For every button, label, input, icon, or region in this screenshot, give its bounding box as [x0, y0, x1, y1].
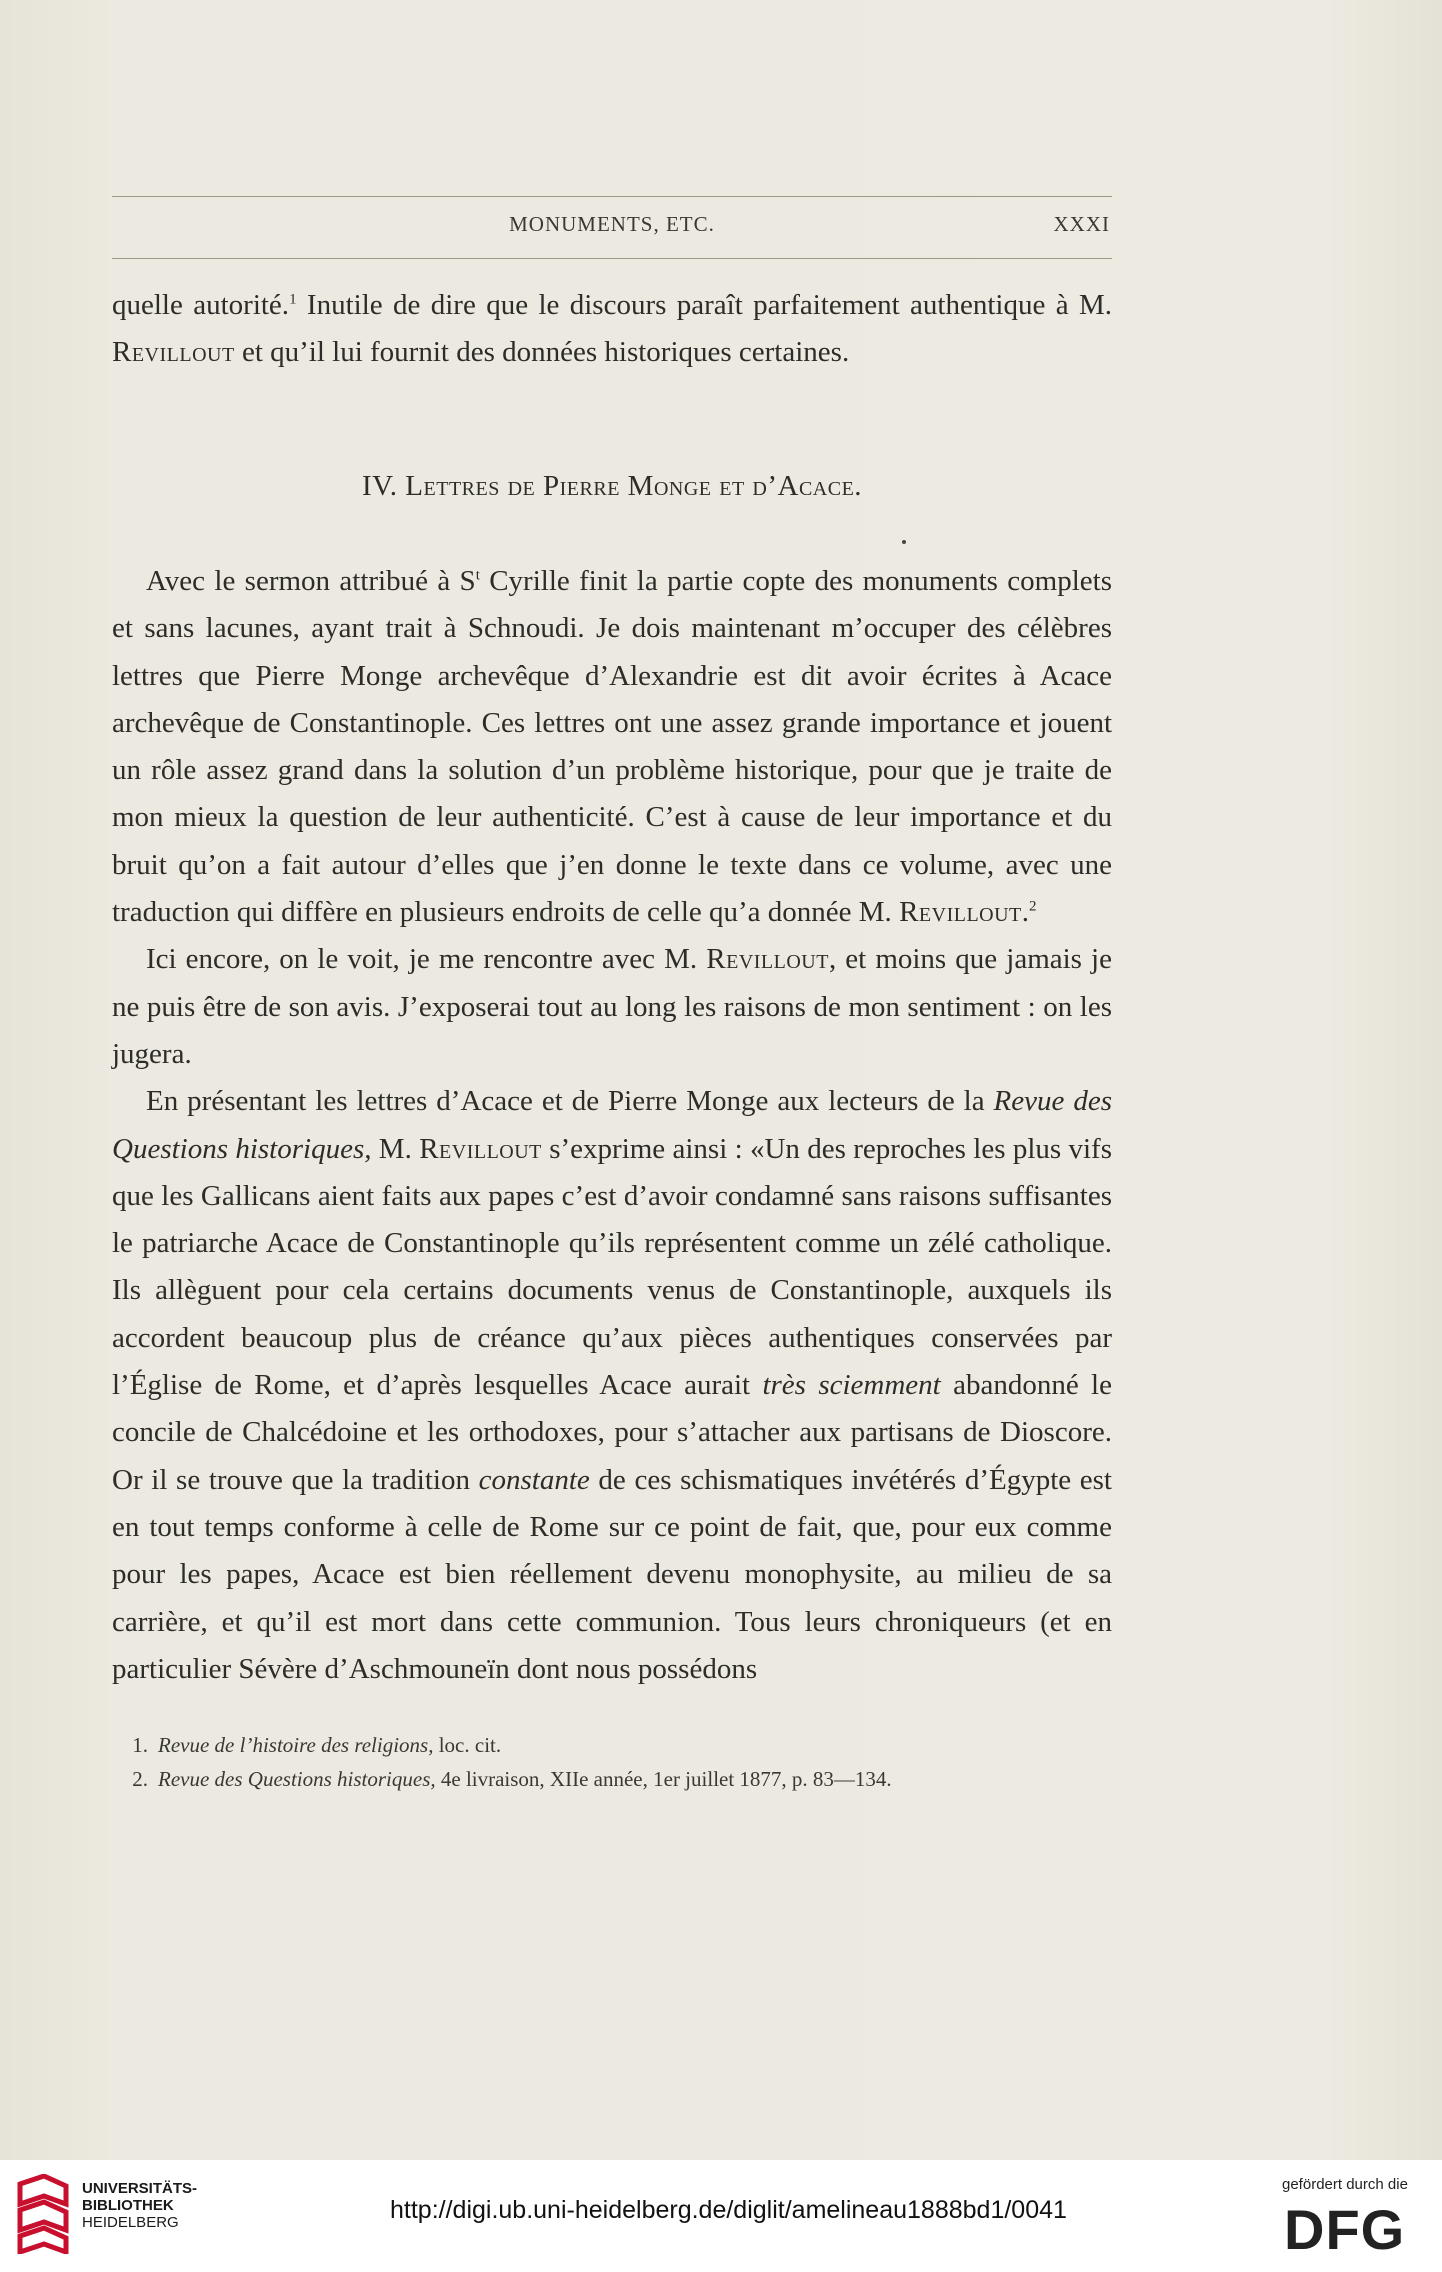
author-name: Revillout: [706, 943, 829, 976]
permalink[interactable]: http://digi.ub.uni-heidelberg.de/diglit/amelineau1888bd1/0041: [390, 2196, 1067, 2224]
footnote-ref-2: 2: [1029, 898, 1037, 915]
paragraph-2: Ici encore, on le voit, je me rencontre avec M. Revillout, et moins que jamais je ne puis être de son avis. J’exposerai tout au long les raisons de mon sentiment : on les jugera.: [112, 943, 1112, 1070]
footnote-ref-1: 1: [289, 291, 297, 308]
dfg-logo: DFG: [1284, 2198, 1406, 2261]
intro-text-b: Inutile de dire que le discours paraît parfaitement authentique à M.: [296, 289, 1112, 321]
page-number: XXXI: [1053, 212, 1110, 236]
journal-title: Revue des Questions historiques,: [112, 1085, 1112, 1165]
library-logo-icon: [14, 2174, 74, 2254]
footnote-1: 1. Revue de l’histoire des religions, loc. cit.: [132, 1733, 502, 1757]
ink-speck: [902, 540, 906, 544]
section-heading: IV. Lettres de Pierre Monge et d’Acace.: [361, 470, 863, 502]
paragraph-3: En présentant les lettres d’Acace et de Pierre Monge aux lecteurs de la Revue des Questions historiques, M. Revillout s’exprime ainsi : «Un des reproches les plus vifs que les Gallicans aient faits aux papes c’est d’avoir condamné sans raisons suffisantes le patriarche Acace de Constantinople qu’ils représentent comme un zélé catholique. Ils allèguent pour cela certains documents venus de Constantinople, auxquels ils accordent beaucoup plus de créance qu’aux pièces authentiques conservées par l’Église de Rome, et d’après lesquelles Acace aurait très sciemment abandonné le concile de Chalcédoine et les orthodoxes, pour s’attacher aux partisans de Dioscore. Or il se trouve que la tradition constante de ces schismatiques invétérés d’Égypte est en tout temps conforme à celle de Rome sur ce point de fait, que, pour eux comme pour les papes, Acace est bien réellement devenu monophysite, au milieu de sa carrière, et qu’il est mort dans cette communion. Tous leurs chroniqueurs (et en particulier Sévère d’Aschmouneïn dont nous possédons: [112, 1085, 1112, 1685]
intro-text-a: quelle autorité.: [112, 289, 290, 321]
header-rule-top: [112, 196, 1112, 197]
running-head: [112, 212, 1112, 246]
author-name: Revillout: [899, 896, 1022, 929]
funder-caption: gefördert durch die: [1282, 2176, 1408, 2193]
intro-paragraph: [112, 282, 1112, 377]
library-name: UNIVERSITÄTS- BIBLIOTHEK HEIDELBERG: [82, 2180, 198, 2231]
body-text: [112, 558, 1112, 1693]
paragraph-1: Avec le sermon attribué à $S^t$ Cyrille finit la partie copte des monuments complets et sans lacunes, ayant trait à Schnoudi. Je dois maintenant m’occuper des célèbres lettres que Pierre Monge archevêque d’Alexandrie est dit avoir écrites à Acace archevêque de Constantinople. Ces lettres ont une assez grande importance et jouent un rôle assez grand dans la solution d’un problème historique, pour que je traite de mon mieux la question de leur authenticité. C’est à cause de leur importance et du bruit qu’on a fait autour d’elles que j’en donne le texte dans ce volume, avec une traduction qui diffère en plusieurs endroits de celle qu’a donnée M. Revillout.$^2$: [112, 565, 1112, 929]
running-head-title: MONUMENTS, ETC.: [509, 212, 715, 236]
intro-text-c: et qu’il lui fournit des données historiques certaines.: [234, 336, 850, 369]
footnote-2: 2. Revue des Questions historiques, 4e livraison, XIIe année, 1er juillet 1877, p. 83—134.: [132, 1767, 892, 1791]
author-name: Revillout: [112, 336, 235, 369]
header-rule-bottom: [112, 258, 1112, 259]
footnotes: [112, 1728, 1112, 1796]
viewer-footer: [0, 2160, 1442, 2272]
author-name: Revillout: [419, 1132, 542, 1165]
